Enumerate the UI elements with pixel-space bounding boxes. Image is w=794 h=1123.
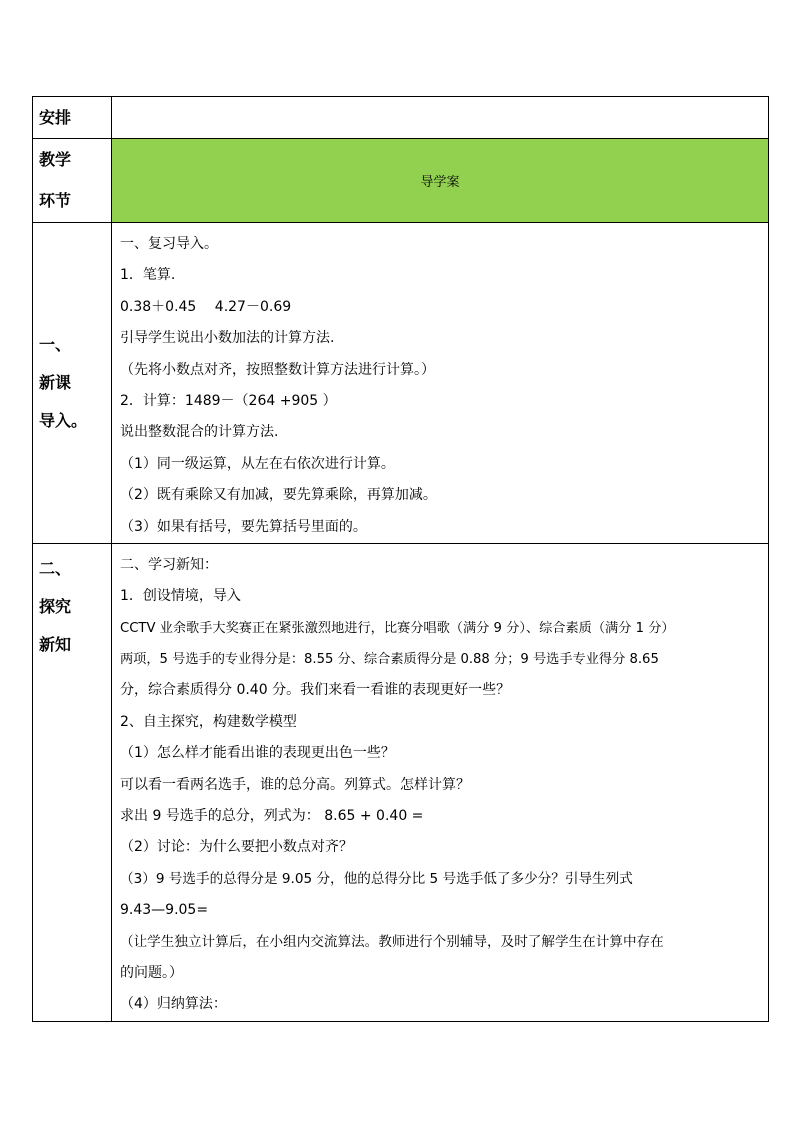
intro-label-line: 一、 xyxy=(39,334,72,354)
explore-label-line: 探究 xyxy=(39,596,72,616)
intro-label-line: 导入。 xyxy=(39,410,88,430)
intro-line: 1．笔算. xyxy=(120,267,176,284)
explore-line: 2、自主探究，构建数学模型 xyxy=(120,713,297,730)
explore-section-row xyxy=(33,543,769,1021)
explore-line: （4）归纳算法： xyxy=(120,996,227,1013)
intro-line: （3）如果有括号，要先算括号里面的。 xyxy=(120,518,367,535)
explore-label-cell xyxy=(33,543,112,1021)
arrange-label-cell xyxy=(33,97,112,139)
explore-line: 分，综合素质得分 0.40 分。我们来看一看谁的表现更好一些？ xyxy=(120,682,511,699)
arrange-row xyxy=(33,97,769,139)
explore-line: 两项，5 号选手的专业得分是：8.55 分、综合素质得分是 0.88 分；9 号选手专业得分 8.65 xyxy=(120,652,659,668)
intro-section-row xyxy=(33,223,769,544)
explore-line: CCTV 业余歌手大奖赛正在紧张激烈地进行，比赛分唱歌（满分 9 分）、综合素质（满分 1 分） xyxy=(120,620,675,636)
explore-line: 9.43—9.05= xyxy=(120,902,209,919)
step-label-cell xyxy=(33,139,112,223)
intro-line: （1）同一级运算，从左在右依次进行计算。 xyxy=(120,455,395,472)
step-header-row xyxy=(33,139,769,223)
intro-line: 一、复习导入。 xyxy=(120,236,218,252)
arrange-content-cell xyxy=(112,97,769,139)
arrange-label: 安排 xyxy=(39,108,72,127)
guide-title: 导学案 xyxy=(420,175,460,190)
step-label-line-2: 环节 xyxy=(39,191,72,210)
intro-content-cell xyxy=(112,223,769,544)
intro-line: 引导学生说出小数加法的计算方法. xyxy=(120,330,335,347)
intro-line: （先将小数点对齐，按照整数计算方法进行计算。） xyxy=(120,361,435,378)
explore-line: 1．创设情境，导入 xyxy=(120,588,241,605)
lesson-plan-table xyxy=(32,96,769,1022)
intro-line: （2）既有乘除又有加减，要先算乘除，再算加减。 xyxy=(120,487,437,504)
explore-line: 二、学习新知： xyxy=(120,556,218,573)
intro-label-line: 新课 xyxy=(39,372,72,392)
explore-line: 可以看一看两名选手，谁的总分高。列算式。怎样计算？ xyxy=(120,776,470,793)
explore-line: （2）讨论：为什么要把小数点对齐？ xyxy=(120,839,353,856)
guide-title-cell xyxy=(112,139,769,223)
explore-line: （1）怎么样才能看出谁的表现更出色一些？ xyxy=(120,745,395,762)
explore-line: （让学生独立计算后，在小组内交流算法。教师进行个别辅导，及时了解学生在计算中存在 xyxy=(120,933,664,950)
explore-label-line: 二、 xyxy=(39,558,72,578)
explore-line: （3）9 号选手的总得分是 9.05 分，他的总得分比 5 号选手低了多少分？引导生列式 xyxy=(120,870,633,887)
explore-content-cell xyxy=(112,543,769,1021)
explore-line: 求出 9 号选手的总分，列式为： 8.65 + 0.40 = xyxy=(120,808,424,825)
intro-label-cell xyxy=(33,223,112,544)
explore-label-line: 新知 xyxy=(39,634,72,654)
intro-line: 0.38＋0.45 4.27－0.69 xyxy=(120,298,292,315)
intro-line: 2．计算：1489－（264 +905 ） xyxy=(120,392,337,409)
intro-line: 说出整数混合的计算方法. xyxy=(120,424,279,441)
step-label-line-1: 教学 xyxy=(39,150,72,169)
explore-line: 的问题。） xyxy=(120,964,183,981)
